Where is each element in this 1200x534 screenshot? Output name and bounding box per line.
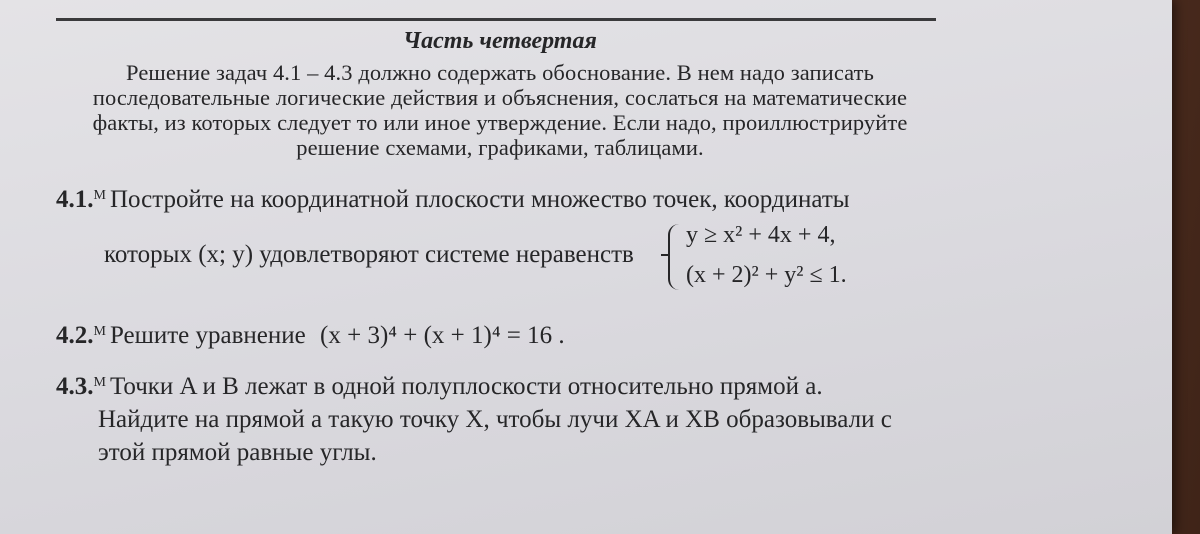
problem-4-3-line-3: этой прямой равные углы. (98, 439, 377, 466)
instructions-paragraph (60, 60, 940, 160)
problem-text: Постройте на координатной плоскости множество точек, координаты (109, 186, 850, 213)
top-rule (56, 18, 936, 21)
problem-number: 4.1. (56, 186, 94, 213)
problem-mark: М (93, 188, 106, 203)
instructions-line: решение схемами, графиками, таблицами. (296, 135, 704, 160)
problem-4-1-line-1 (56, 186, 850, 214)
problem-4-1-line-2: которых (x; y) удовлетворяют системе неравенств (104, 241, 634, 268)
system-inequality-1: y ≥ x² + 4x + 4, (686, 222, 836, 248)
problem-4-3-line-1 (56, 373, 823, 401)
problem-number: 4.3. (56, 373, 94, 400)
problem-text: Точки A и B лежат в одной полуплоскости относительно прямой a. (109, 373, 823, 400)
instructions-line: Решение задач 4.1 – 4.3 должно содержать обоснование. В нем надо записать (126, 60, 874, 85)
system-brace (668, 224, 679, 290)
problem-number: 4.2. (56, 322, 94, 349)
section-title: Часть четвертая (403, 28, 597, 54)
problem-text: Решите уравнение (109, 322, 306, 349)
problem-mark: М (93, 324, 106, 339)
problem-mark: М (93, 375, 106, 390)
system-inequality-2: (x + 2)² + y² ≤ 1. (686, 262, 847, 288)
problem-4-3-line-2: Найдите на прямой a такую точку X, чтобы лучи XA и XB образовывали с (98, 406, 892, 433)
instructions-line: последовательные логические действия и объяснения, сослаться на математические (92, 85, 908, 110)
equation: (x + 3)⁴ + (x + 1)⁴ = 16 . (320, 322, 565, 349)
instructions-line: факты, из которых следует то или иное утверждение. Если надо, проиллюстрируйте (92, 110, 908, 135)
problem-4-2 (56, 322, 565, 350)
